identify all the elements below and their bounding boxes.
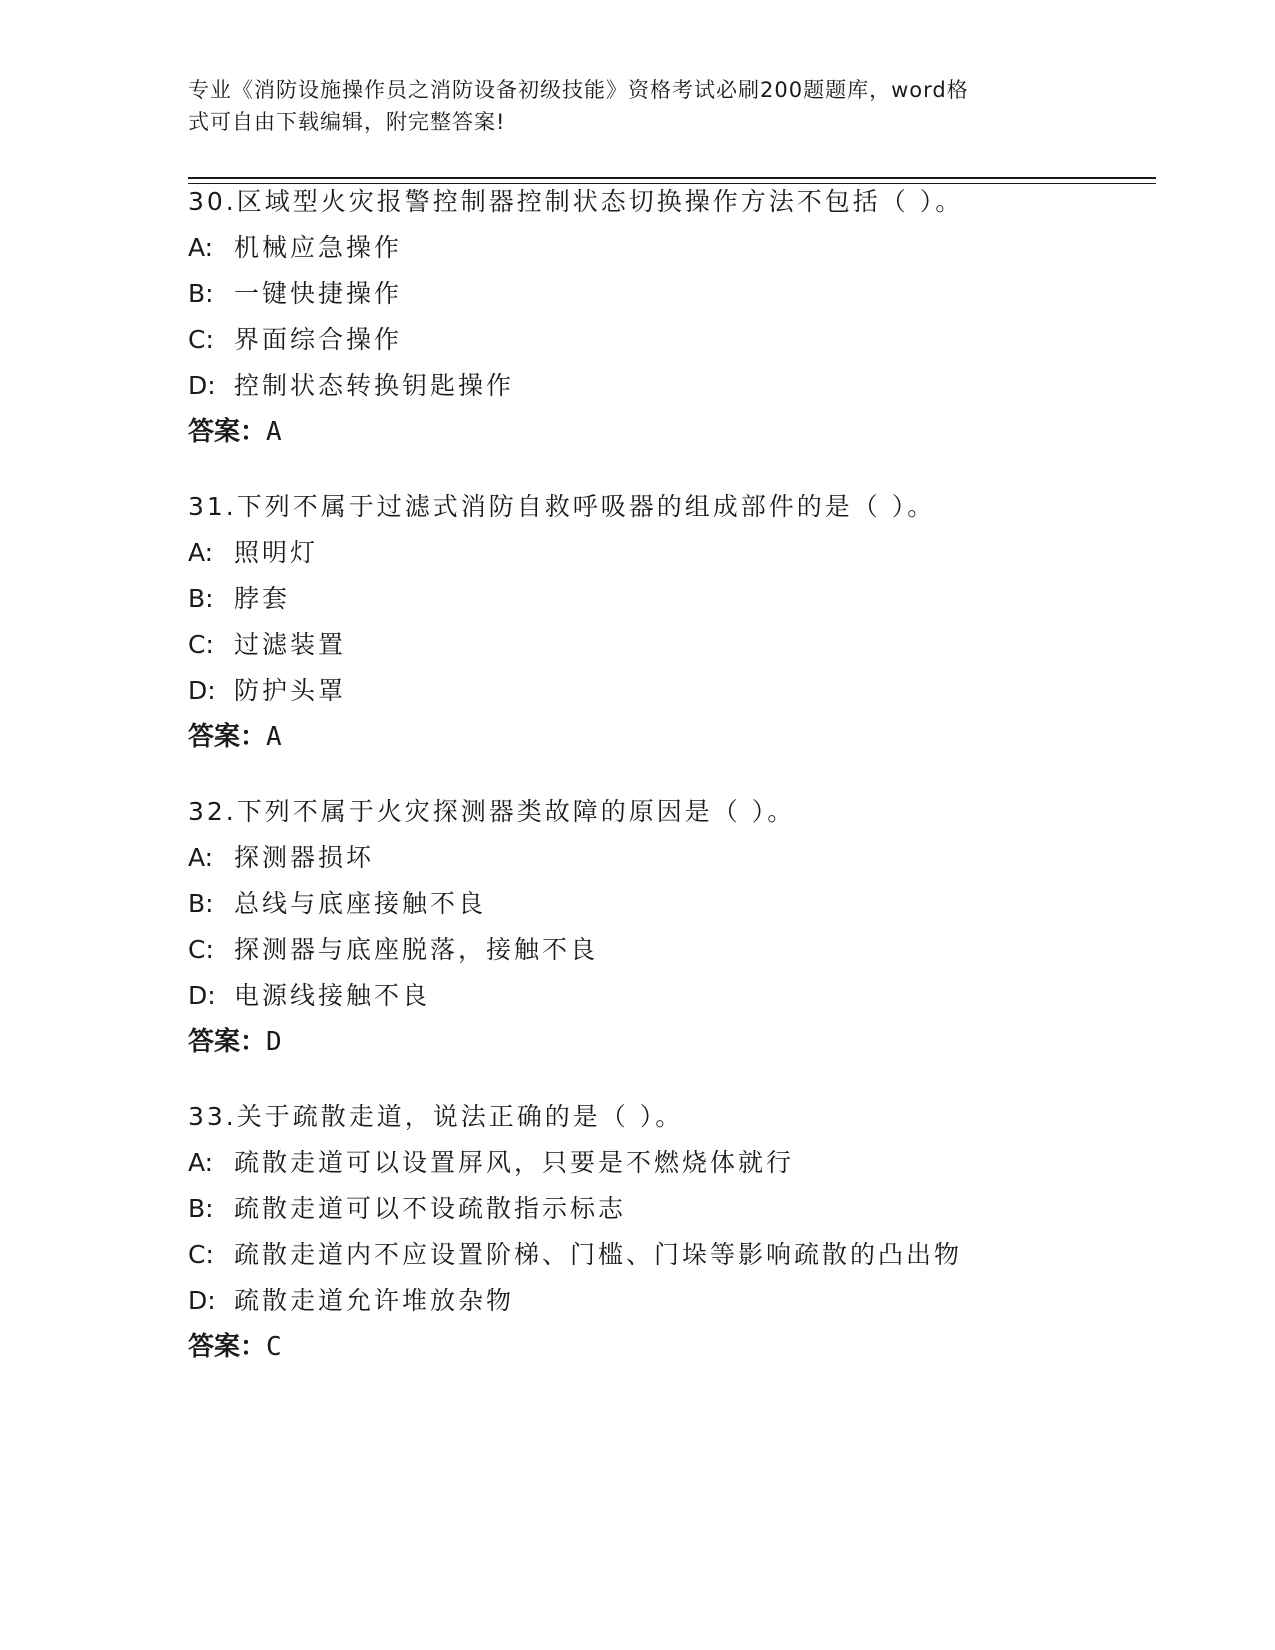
option-text: 控制状态转换钥匙操作 <box>234 371 515 400</box>
option-c <box>188 325 1138 355</box>
option-text: 疏散走道允许堆放杂物 <box>234 1286 515 1315</box>
option-d <box>188 371 1138 401</box>
option-c <box>188 630 1138 660</box>
option-text: 机械应急操作 <box>234 233 403 262</box>
option-text: 一键快捷操作 <box>234 279 403 308</box>
option-letter: B: <box>188 584 214 613</box>
question-block <box>188 492 1138 752</box>
option-a <box>188 1148 1138 1178</box>
header-divider-thick <box>188 177 1156 179</box>
option-d <box>188 1286 1138 1316</box>
option-b <box>188 279 1138 309</box>
option-text: 界面综合操作 <box>234 325 403 354</box>
option-letter: A: <box>188 233 214 262</box>
option-a <box>188 843 1138 873</box>
option-letter: D: <box>188 676 216 705</box>
option-a <box>188 233 1138 263</box>
question-stem: 32.下列不属于火灾探测器类故障的原因是（ ）。 <box>188 797 796 826</box>
option-letter: D: <box>188 981 216 1010</box>
header-line-2: 式可自由下载编辑，附完整答案! <box>188 110 506 134</box>
option-d <box>188 676 1138 706</box>
answer-label: 答案： <box>188 722 267 752</box>
answer-label: 答案： <box>188 417 267 447</box>
answer-label: 答案： <box>188 1332 267 1362</box>
answer-value: D <box>266 1027 282 1057</box>
option-text: 防护头罩 <box>234 676 347 705</box>
option-text: 疏散走道可以不设疏散指示标志 <box>234 1194 627 1223</box>
question-block <box>188 797 1138 1057</box>
option-text: 总线与底座接触不良 <box>234 889 487 918</box>
answer-label: 答案： <box>188 1027 267 1057</box>
question-stem: 33.关于疏散走道，说法正确的是（ ）。 <box>188 1102 684 1131</box>
answer-value: A <box>266 722 282 752</box>
question-block <box>188 187 1138 447</box>
option-letter: A: <box>188 538 214 567</box>
answer-line <box>188 417 1138 447</box>
option-text: 脖套 <box>234 584 291 613</box>
option-a <box>188 538 1138 568</box>
answer-line <box>188 1332 1138 1362</box>
option-b <box>188 1194 1138 1224</box>
question-stem: 31.下列不属于过滤式消防自救呼吸器的组成部件的是（ ）。 <box>188 492 936 521</box>
option-text: 过滤装置 <box>234 630 347 659</box>
option-text: 疏散走道内不应设置阶梯、门槛、门垛等影响疏散的凸出物 <box>234 1240 963 1269</box>
option-letter: D: <box>188 1286 216 1315</box>
option-letter: B: <box>188 1194 214 1223</box>
answer-value: A <box>266 417 282 447</box>
option-text: 疏散走道可以设置屏风，只要是不燃烧体就行 <box>234 1148 795 1177</box>
option-text: 电源线接触不良 <box>234 981 431 1010</box>
option-letter: A: <box>188 843 214 872</box>
question-block <box>188 1102 1138 1362</box>
option-b <box>188 889 1138 919</box>
option-c <box>188 1240 1138 1270</box>
option-letter: C: <box>188 935 214 964</box>
option-letter: C: <box>188 630 214 659</box>
answer-value: C <box>266 1332 282 1362</box>
header-divider-thin <box>188 183 1156 184</box>
option-text: 照明灯 <box>234 538 319 567</box>
option-b <box>188 584 1138 614</box>
option-letter: B: <box>188 279 214 308</box>
option-letter: C: <box>188 1240 214 1269</box>
option-text: 探测器与底座脱落，接触不良 <box>234 935 599 964</box>
answer-line <box>188 1027 1138 1057</box>
answer-line <box>188 722 1138 752</box>
option-letter: D: <box>188 371 216 400</box>
option-letter: B: <box>188 889 214 918</box>
option-c <box>188 935 1138 965</box>
option-letter: A: <box>188 1148 214 1177</box>
option-letter: C: <box>188 325 214 354</box>
option-d <box>188 981 1138 1011</box>
header-line-1: 专业《消防设施操作员之消防设备初级技能》资格考试必刷200题题库，word格 <box>188 78 969 102</box>
question-stem: 30.区域型火灾报警控制器控制状态切换操作方法不包括（ ）。 <box>188 187 964 216</box>
document-header <box>188 74 1068 138</box>
option-text: 探测器损坏 <box>234 843 375 872</box>
